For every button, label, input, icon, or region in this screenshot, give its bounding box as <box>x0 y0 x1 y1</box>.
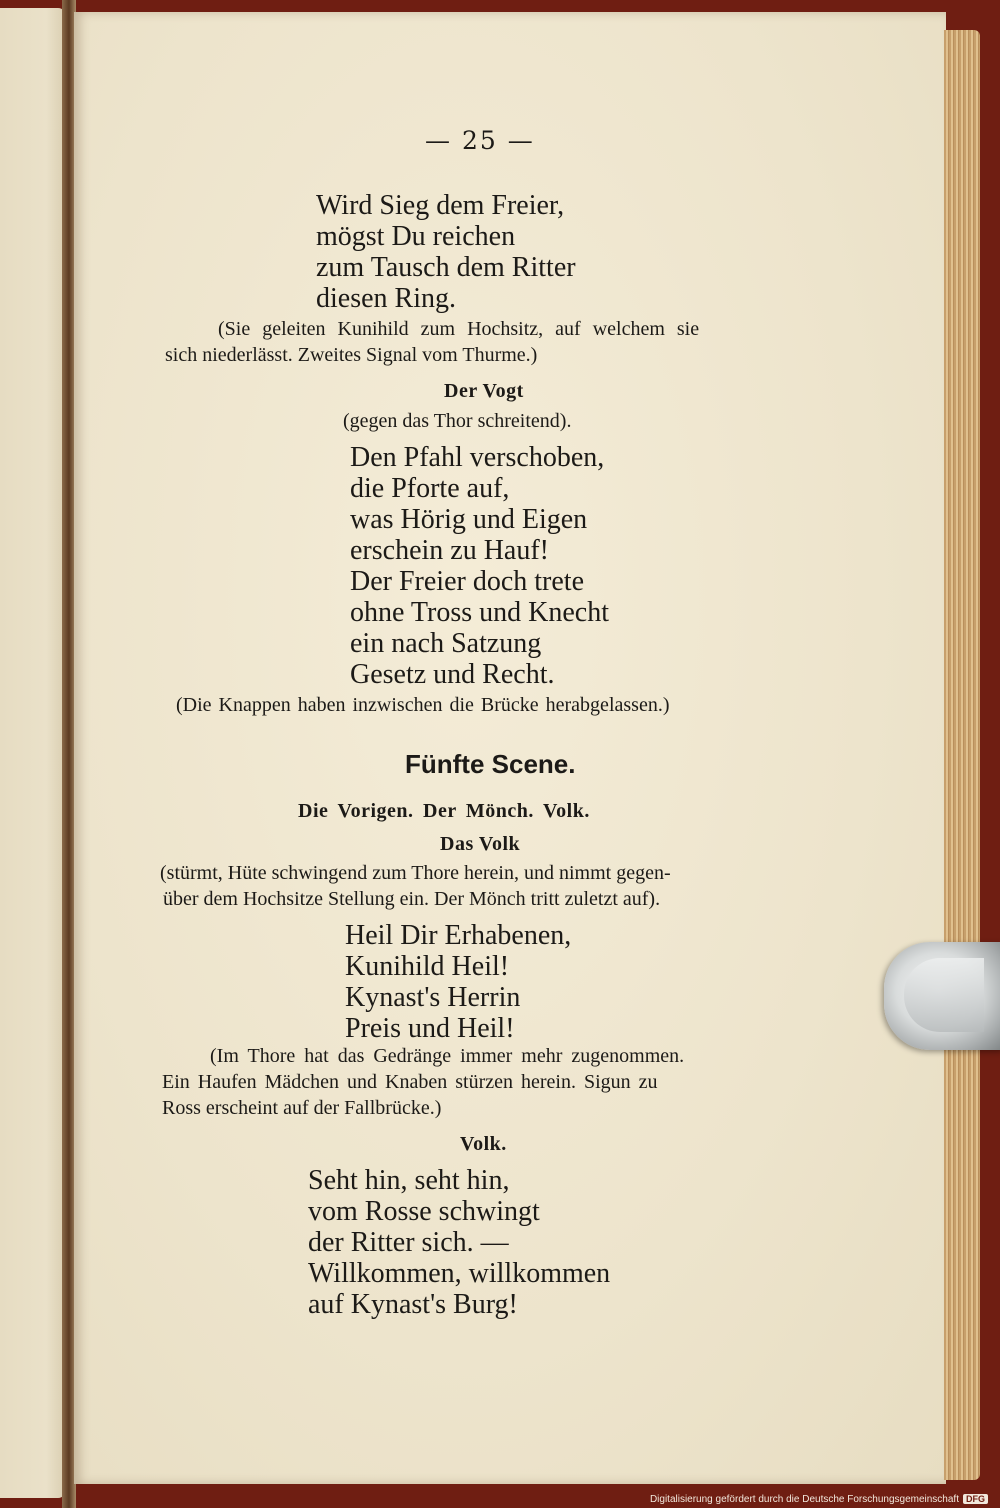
verse-line: zum Tausch dem Ritter <box>316 252 576 283</box>
stage-direction: (stürmt, Hüte schwingend zum Thore herein, und nimmt gegen- <box>160 862 671 884</box>
page-number: — 25 — <box>425 126 535 155</box>
verse-line: was Hörig und Eigen <box>350 504 588 535</box>
digitization-credit <box>650 1492 988 1506</box>
verse-line: Kynast's Herrin <box>345 982 521 1013</box>
verse-line: Willkommen, willkommen <box>308 1258 611 1289</box>
verse-line: auf Kynast's Burg! <box>308 1289 518 1320</box>
stage-direction: Ross erscheint auf der Fallbrücke.) <box>162 1097 442 1119</box>
stage-direction: sich niederlässt. Zweites Signal vom Thurme.) <box>165 344 538 366</box>
credit-text: Digitalisierung gefördert durch die Deutsche Forschungsgemeinschaft <box>649 1493 959 1505</box>
verse-line: Wird Sieg dem Freier, <box>316 190 565 221</box>
speaker-name: Die Vorigen. Der Mönch. Volk. <box>298 800 590 822</box>
verse-line: erschein zu Hauf! <box>350 535 550 566</box>
verse-line: die Pforte auf, <box>350 473 510 504</box>
verse-line: Gesetz und Recht. <box>350 659 555 690</box>
stage-direction: (Sie geleiten Kunihild zum Hochsitz, auf welchem sie <box>218 318 700 340</box>
verse-line: Preis und Heil! <box>345 1013 515 1044</box>
verse-line: Kunihild Heil! <box>345 951 510 982</box>
stage-direction: über dem Hochsitze Stellung ein. Der Mönch tritt zuletzt auf). <box>163 888 661 910</box>
stage-direction: (Im Thore hat das Gedränge immer mehr zugenommen. <box>210 1045 685 1067</box>
scene-heading: Fünfte Scene. <box>405 749 576 779</box>
verse-line: der Ritter sich. — <box>308 1227 509 1258</box>
speaker-name: Volk. <box>460 1133 507 1155</box>
speaker-name: Das Volk <box>440 833 521 855</box>
verse-line: Seht hin, seht hin, <box>308 1165 510 1196</box>
verse-line: ein nach Satzung <box>350 628 542 659</box>
speaker-name: Der Vogt <box>444 380 524 402</box>
dfg-logo: DFG <box>963 1494 988 1504</box>
verse-line: ohne Tross und Knecht <box>350 597 610 628</box>
verse-line: mögst Du reichen <box>316 221 516 252</box>
verse-line: vom Rosse schwingt <box>308 1196 540 1227</box>
verse-line: diesen Ring. <box>316 283 456 314</box>
stage-direction: Ein Haufen Mädchen und Knaben stürzen herein. Sigun zu <box>162 1071 658 1093</box>
stage-direction: (gegen das Thor schreitend). <box>343 410 572 432</box>
verse-line: Der Freier doch trete <box>350 566 584 597</box>
verse-line: Den Pfahl verschoben, <box>350 442 605 473</box>
stage-direction: (Die Knappen haben inzwischen die Brücke herabgelassen.) <box>176 694 670 716</box>
verse-line: Heil Dir Erhabenen, <box>345 920 572 951</box>
